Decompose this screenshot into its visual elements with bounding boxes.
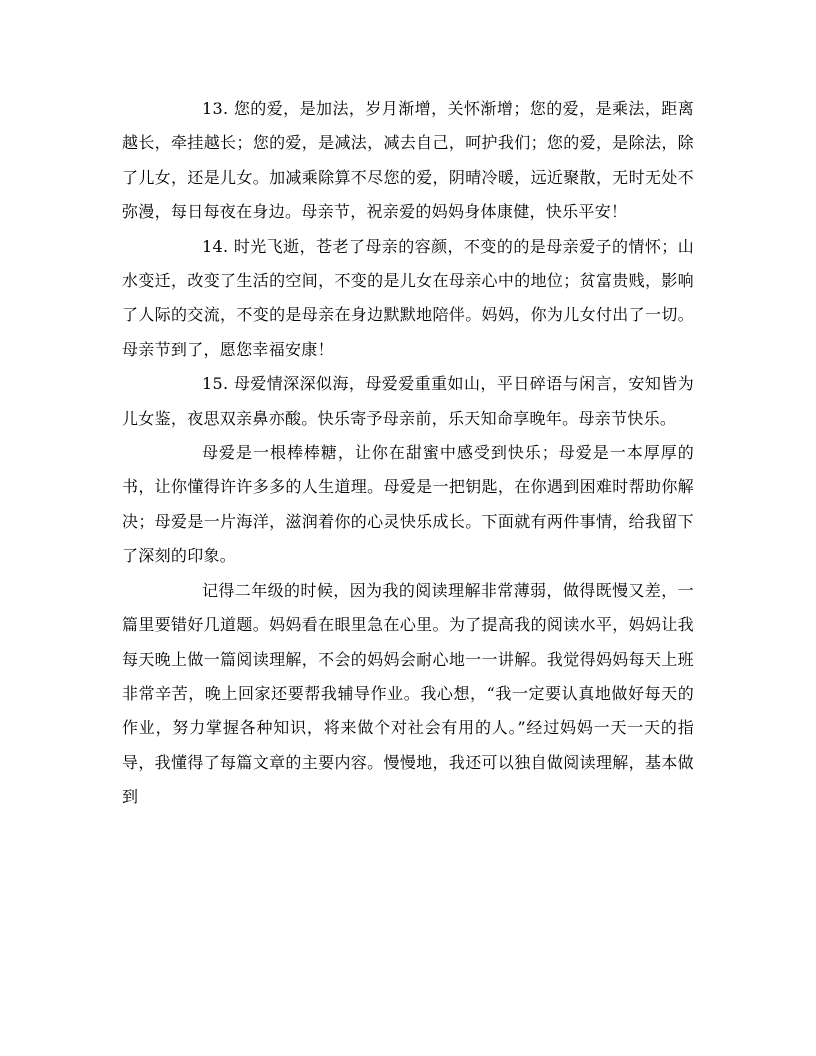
- document-body: [122, 92, 694, 815]
- paragraph-13: 13. 您的爱，是加法，岁月渐增，关怀渐增；您的爱，是乘法，距离越长，牵挂越长；您的爱，是减法，减去自己，呵护我们；您的爱，是除法，除了儿女，还是儿女。加减乘除算不尽您的爱，阴晴冷暖，远近聚散，无时无处不弥漫，每日每夜在身边。母亲节，祝亲爱的妈妈身体康健，快乐平安！: [122, 99, 694, 222]
- paragraph-mother-love: 母爱是一根棒棒糖，让你在甜蜜中感受到快乐；母爱是一本厚厚的书，让你懂得许许多多的人生道理。母爱是一把钥匙，在你遇到困难时帮助你解决；母爱是一片海洋，滋润着你的心灵快乐成长。下面就有两件事情，给我留下了深刻的印象。: [122, 443, 694, 566]
- paragraph-14: 14. 时光飞逝，苍老了母亲的容颜，不变的的是母亲爱子的情怀；山水变迁，改变了生活的空间，不变的是儿女在母亲心中的地位；贫富贵贱，影响了人际的交流，不变的是母亲在身边默默地陪伴。妈妈，你为儿女付出了一切。母亲节到了，愿您幸福安康！: [122, 236, 694, 359]
- paragraph-memory: 记得二年级的时候，因为我的阅读理解非常薄弱，做得既慢又差，一篇里要错好几道题。妈妈看在眼里急在心里。为了提高我的阅读水平，妈妈让我每天晚上做一篇阅读理解，不会的妈妈会耐心地一一讲解。我觉得妈妈每天上班非常辛苦，晚上回家还要帮我辅导作业。我心想，“我一定要认真地做好每天的作业，努力掌握各种知识，将来做个对社会有用的人。”经过妈妈一天一天的指导，我懂得了每篇文章的主要内容。慢慢地，我还可以独自做阅读理解，基本做到: [122, 580, 694, 807]
- paragraph-15: 15. 母爱情深深似海，母爱爱重重如山，平日碎语与闲言，安知皆为儿女鉴，夜思双亲鼻亦酸。快乐寄予母亲前，乐天知命享晚年。母亲节快乐。: [122, 374, 694, 428]
